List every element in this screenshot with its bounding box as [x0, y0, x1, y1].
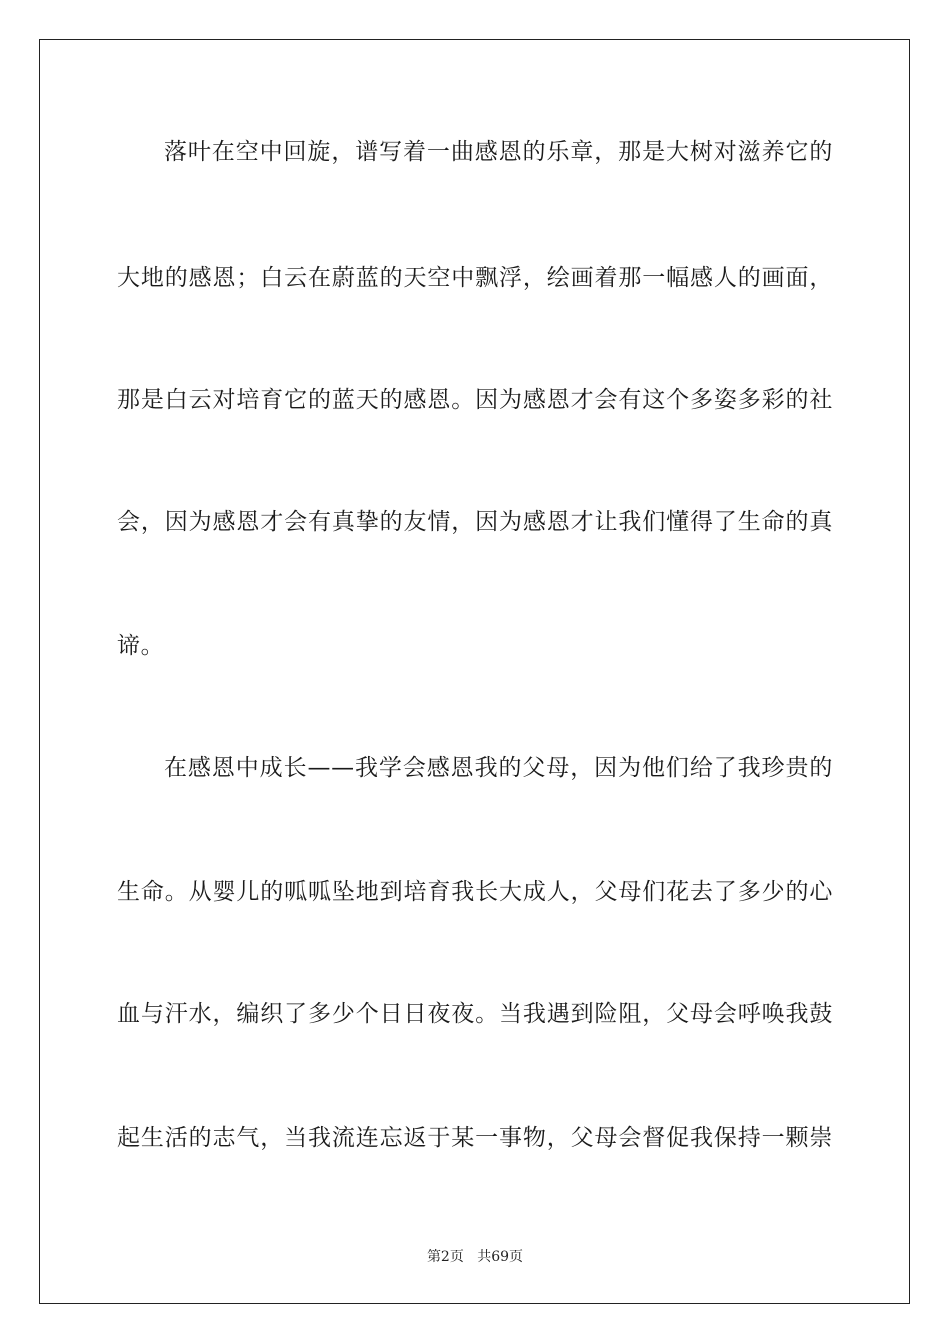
page-border: [39, 39, 910, 1304]
paragraph-1-line-5: 谛。: [117, 633, 165, 659]
paragraph-1-line-4: 会，因为感恩才会有真挚的友情，因为感恩才让我们懂得了生命的真: [117, 509, 833, 535]
paragraph-2-line-3: 血与汗水，编织了多少个日日夜夜。当我遇到险阻，父母会呼唤我鼓: [117, 1001, 833, 1027]
total-pages: 共69页: [477, 1249, 524, 1265]
paragraph-2-line-2: 生命。从婴儿的呱呱坠地到培育我长大成人，父母们花去了多少的心: [117, 879, 833, 905]
paragraph-2-line-1: 在感恩中成长——我学会感恩我的父母，因为他们给了我珍贵的: [164, 755, 833, 781]
paragraph-1-line-1: 落叶在空中回旋，谱写着一曲感恩的乐章，那是大树对滋养它的: [164, 139, 833, 165]
page-number: 第2页: [426, 1249, 464, 1265]
paragraph-2-line-4: 起生活的志气，当我流连忘返于某一事物，父母会督促我保持一颗崇: [117, 1125, 833, 1151]
paragraph-1-line-2: 大地的感恩；白云在蔚蓝的天空中飘浮，绘画着那一幅感人的画面，: [117, 265, 833, 291]
paragraph-1-line-3: 那是白云对培育它的蓝天的感恩。因为感恩才会有这个多姿多彩的社: [117, 387, 833, 413]
page-footer: [0, 1248, 950, 1266]
